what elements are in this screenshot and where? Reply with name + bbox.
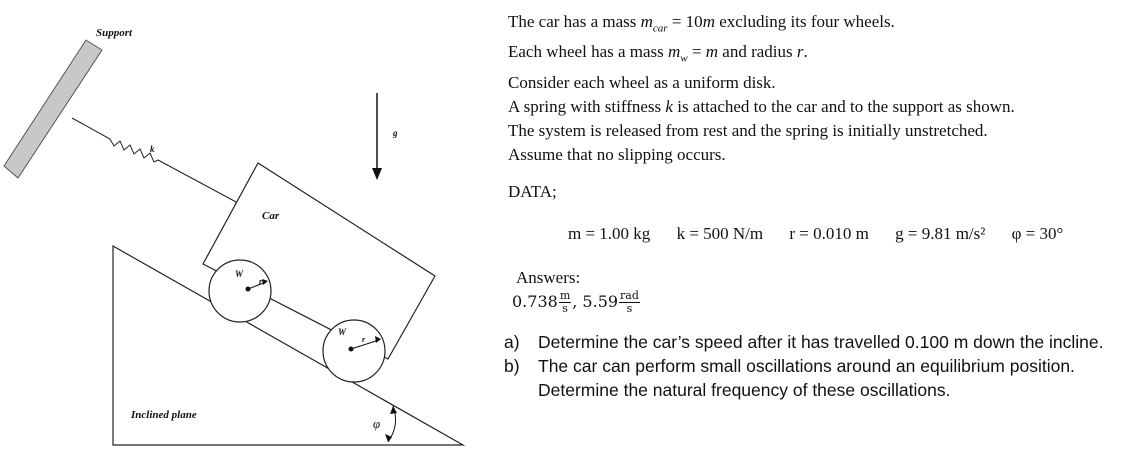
wheel-front-radius-label: r [259,277,263,286]
wheel-front-label: W [235,269,244,279]
problem-statement [508,10,1138,202]
answer-speed: 0.738 [512,292,558,311]
data-r: r = 0.010 m [789,224,869,243]
answer-values [512,290,641,315]
problem-line: Consider each wheel as a uniform disk. [508,72,776,92]
problem-line: Assume that no slipping occurs. [508,144,726,164]
question-a [504,330,1144,354]
question-text: The car can perform small oscillations around an equilibrium position. Determine the natural frequency of these oscillations. [538,356,1075,400]
gravity-label: g [393,128,398,138]
data-m: m = 1.00 kg [568,224,651,243]
inclined-plane-label: Inclined plane [131,409,197,421]
problem-line: The system is released from rest and the spring is initially unstretched. [508,120,988,140]
data-values [568,224,1085,244]
answer-separator: , [572,292,583,311]
support-wall [4,40,102,178]
car-label: Car [262,210,280,222]
answers-heading: Answers: [516,268,581,287]
question-label: b) [504,356,520,376]
problem-line: Each wheel has a mass $m_w = m$ and radius r. [508,42,808,65]
support-label: Support [96,27,133,39]
mechanism-figure [0,0,470,450]
question-list [504,330,1144,402]
problem-line: A spring with stiffness k is attached to the car and to the support as shown. [508,96,1015,116]
wheel-rear [323,320,385,382]
spring-label: k [150,144,155,154]
question-b [504,354,1144,402]
problem-line: The car has a mass $m_{car} = 10m$ excluding its four wheels. [508,12,895,35]
data-g: g = 9.81 m/s² [895,224,986,243]
spring [72,118,238,203]
answer-frequency-unit: $\frac{\text{rad}}{s}$ [620,289,639,315]
data-heading: DATA; [508,181,557,201]
data-k: k = 500 N/m [676,224,764,243]
gravity-arrow-head [372,168,382,180]
question-label: a) [504,332,520,352]
answer-frequency: 5.59 [582,292,619,311]
wheel-rear-radius-label: r [362,335,366,344]
wheel-rear-label: W [338,327,347,337]
angle-label: φ [373,416,381,431]
question-text: Determine the car’s speed after it has travelled 0.100 m down the incline. [538,332,1104,352]
data-phi: φ = 30° [1011,224,1064,243]
answer-speed-unit: $\frac{m}{s}$ [559,289,571,315]
